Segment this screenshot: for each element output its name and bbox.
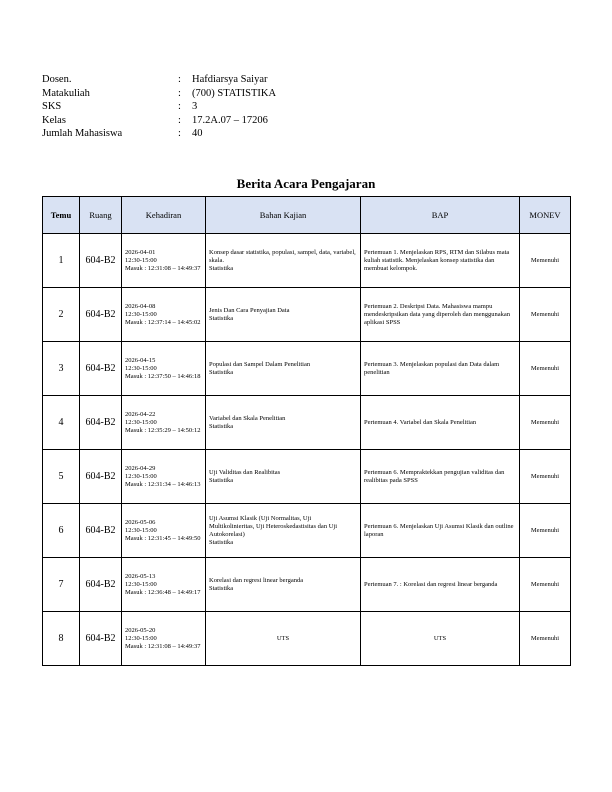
cell-kehadiran xyxy=(122,234,206,288)
cell-temu: 1 xyxy=(43,234,80,288)
cell-ruang: 604-B2 xyxy=(80,450,122,504)
kehadiran-time: 12:30-15:00 xyxy=(125,364,157,372)
table-row xyxy=(43,342,571,396)
cell-ruang: 604-B2 xyxy=(80,558,122,612)
cell-kehadiran xyxy=(122,612,206,666)
kehadiran-masuk: Masuk : 12:37:50 – 14:46:18 xyxy=(125,372,201,380)
info-colon: : xyxy=(178,101,181,113)
cell-ruang: 604-B2 xyxy=(80,396,122,450)
info-row-matakuliah xyxy=(42,87,276,101)
info-row-dosen xyxy=(42,73,276,87)
cell-monev: Memenuhi xyxy=(520,612,571,666)
cell-monev: Memenuhi xyxy=(520,504,571,558)
info-value: Hafdiarsya Saiyar xyxy=(192,74,268,85)
cell-temu: 7 xyxy=(43,558,80,612)
cell-ruang: 604-B2 xyxy=(80,288,122,342)
kehadiran-masuk: Masuk : 12:31:08 – 14:49:37 xyxy=(125,264,201,272)
cell-ruang: 604-B2 xyxy=(80,234,122,288)
table-row xyxy=(43,396,571,450)
cell-bap: UTS xyxy=(361,612,520,666)
cell-kehadiran xyxy=(122,450,206,504)
cell-kehadiran xyxy=(122,396,206,450)
kehadiran-time: 12:30-15:00 xyxy=(125,472,157,480)
cell-monev: Memenuhi xyxy=(520,288,571,342)
bahan-text: Uji Validitas dan Realibitas xyxy=(209,468,281,476)
info-value: 3 xyxy=(192,101,198,113)
cell-bap: Pertemuan 6. Mempraktekkan pengujian validitas dan realibitas pada SPSS xyxy=(361,450,520,504)
cell-bahan xyxy=(206,504,361,558)
table-row xyxy=(43,558,571,612)
cell-bahan xyxy=(206,234,361,288)
page-title: Berita Acara Pengajaran xyxy=(236,176,376,191)
bahan-text: Variabel dan Skala Penelitian xyxy=(209,414,286,422)
col-kehadiran: Kehadiran xyxy=(122,197,206,234)
kehadiran-masuk: Masuk : 12:31:34 – 14:46:13 xyxy=(125,480,201,488)
bahan-text: Konsep dasar statistika, populasi, sampel, data, variabel, skala. xyxy=(209,248,356,264)
table-row xyxy=(43,450,571,504)
cell-temu: 8 xyxy=(43,612,80,666)
cell-kehadiran xyxy=(122,342,206,396)
info-label: Kelas xyxy=(42,114,66,126)
cell-kehadiran xyxy=(122,504,206,558)
cell-temu: 3 xyxy=(43,342,80,396)
col-bahan: Bahan Kajian xyxy=(206,197,361,234)
kehadiran-time: 12:30-15:00 xyxy=(125,310,157,318)
kehadiran-time: 12:30-15:00 xyxy=(125,418,157,426)
kehadiran-date: 2026-05-13 xyxy=(125,572,156,580)
table-row xyxy=(43,288,571,342)
cell-bap: Pertemuan 2. Deskripsi Data. Mahasiswa mampu mendeskripsikan data yang diperoleh dan menggunakan aplikasi SPSS xyxy=(361,288,520,342)
table-header-row xyxy=(43,197,571,234)
cell-bahan xyxy=(206,288,361,342)
cell-ruang: 604-B2 xyxy=(80,342,122,396)
cell-ruang: 604-B2 xyxy=(80,612,122,666)
kehadiran-date: 2026-04-15 xyxy=(125,356,156,364)
kehadiran-masuk: Masuk : 12:37:14 – 14:45:02 xyxy=(125,318,201,326)
kehadiran-date: 2026-04-29 xyxy=(125,464,156,472)
table-row xyxy=(43,504,571,558)
cell-monev: Memenuhi xyxy=(520,450,571,504)
cell-kehadiran xyxy=(122,558,206,612)
kehadiran-date: 2026-04-22 xyxy=(125,410,156,418)
cell-bahan xyxy=(206,612,361,666)
bap-table xyxy=(42,196,571,666)
kehadiran-masuk: Masuk : 12:36:48 – 14:49:17 xyxy=(125,588,201,596)
info-colon: : xyxy=(178,87,181,99)
kehadiran-time: 12:30-15:00 xyxy=(125,526,157,534)
bahan-text: Uji Asumsi Klasik (Uji Normalitas, Uji Multikolinieritas, Uji Heteroskedastisitas dan Uji Autokorelasi) xyxy=(209,514,337,538)
cell-monev: Memenuhi xyxy=(520,342,571,396)
table-row xyxy=(43,234,571,288)
kehadiran-masuk: Masuk : 12:31:08 – 14:49:37 xyxy=(125,642,201,650)
info-label: Matakuliah xyxy=(42,87,90,99)
bahan-subject: Statistika xyxy=(209,264,234,272)
cell-bap: Pertemuan 7. : Korelasi dan regresi linear berganda xyxy=(361,558,520,612)
info-row-kelas xyxy=(42,114,276,128)
col-ruang: Ruang xyxy=(80,197,122,234)
cell-temu: 5 xyxy=(43,450,80,504)
cell-monev: Memenuhi xyxy=(520,558,571,612)
info-label: SKS xyxy=(42,101,62,113)
cell-monev: Memenuhi xyxy=(520,234,571,288)
cell-ruang: 604-B2 xyxy=(80,504,122,558)
bahan-subject: Statistika xyxy=(209,584,234,592)
col-bap: BAP xyxy=(361,197,520,234)
kehadiran-date: 2026-04-08 xyxy=(125,302,156,310)
kehadiran-time: 12:30-15:00 xyxy=(125,256,157,264)
kehadiran-time: 12:30-15:00 xyxy=(125,634,157,642)
info-value: 17.2A.07 – 17206 xyxy=(192,114,268,126)
info-colon: : xyxy=(178,114,181,126)
kehadiran-date: 2026-05-20 xyxy=(125,626,156,634)
kehadiran-date: 2026-05-06 xyxy=(125,518,156,526)
course-info xyxy=(42,73,276,141)
info-value: 40 xyxy=(192,128,203,140)
info-label: Jumlah Mahasiswa xyxy=(42,128,123,140)
kehadiran-masuk: Masuk : 12:31:45 – 14:49:50 xyxy=(125,534,201,542)
cell-bahan xyxy=(206,558,361,612)
kehadiran-masuk: Masuk : 12:35:29 – 14:50:12 xyxy=(125,426,201,434)
bahan-text: Jenis Dan Cara Penyajian Data xyxy=(209,306,290,314)
bahan-subject: Statistika xyxy=(209,368,234,376)
cell-bap: Pertemuan 6. Menjelaskan Uji Asumsi Klasik dan outline laporan xyxy=(361,504,520,558)
cell-temu: 6 xyxy=(43,504,80,558)
cell-kehadiran xyxy=(122,288,206,342)
info-colon: : xyxy=(178,74,181,85)
bahan-text: UTS xyxy=(276,634,290,642)
bahan-text: Korelasi dan regresi linear berganda xyxy=(209,576,304,584)
info-value: (700) STATISTIKA xyxy=(192,87,277,99)
cell-bap: Pertemuan 4. Variabel dan Skala Penelitian xyxy=(361,396,520,450)
cell-temu: 4 xyxy=(43,396,80,450)
bahan-subject: Statistika xyxy=(209,314,234,322)
bahan-subject: Statistika xyxy=(209,422,234,430)
kehadiran-date: 2026-04-01 xyxy=(125,248,156,256)
info-colon: : xyxy=(178,128,181,140)
cell-bahan xyxy=(206,396,361,450)
bahan-subject: Statistika xyxy=(209,476,234,484)
bahan-subject: Statistika xyxy=(209,538,234,546)
bahan-text: Populasi dan Sampel Dalam Penelitian xyxy=(209,360,311,368)
info-row-sks xyxy=(42,100,276,114)
cell-bahan xyxy=(206,450,361,504)
col-monev: MONEV xyxy=(520,197,571,234)
cell-bap: Pertemuan 1. Menjelaskan RPS, RTM dan Silabus mata kuliah statistik. Menjelaskan konsep statistika dan membuat kelompok. xyxy=(361,234,520,288)
cell-bap: Pertemuan 3. Menjelaskan populasi dan Data dalam penelitian xyxy=(361,342,520,396)
cell-monev: Memenuhi xyxy=(520,396,571,450)
cell-bahan xyxy=(206,342,361,396)
col-temu: Temu xyxy=(43,197,80,234)
info-label: Dosen. xyxy=(42,74,72,85)
kehadiran-time: 12:30-15:00 xyxy=(125,580,157,588)
info-row-jumlah xyxy=(42,127,276,141)
cell-temu: 2 xyxy=(43,288,80,342)
table-row xyxy=(43,612,571,666)
